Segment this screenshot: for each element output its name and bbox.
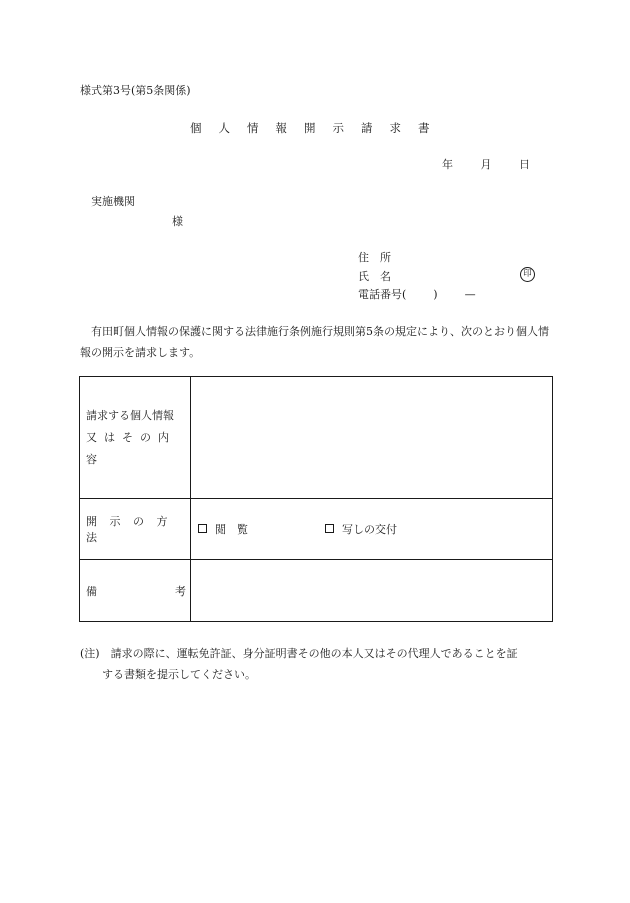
addressee-honorific: 様 xyxy=(172,215,183,228)
disclosure-method-label: 開示の方法 xyxy=(86,515,180,544)
phone-close-paren: ) xyxy=(433,288,438,301)
seal-icon: 印 xyxy=(520,267,535,282)
note xyxy=(80,643,552,685)
phone-dash: — xyxy=(464,288,476,301)
option-copy[interactable] xyxy=(325,521,397,537)
remarks-label-a: 備 xyxy=(86,584,97,598)
requested-info-field[interactable] xyxy=(191,377,553,499)
note-line1: (注) 請求の際に、運転免許証、身分証明書その他の本人又はその代理人であることを証 xyxy=(80,647,518,660)
checkbox-copy[interactable] xyxy=(325,524,334,533)
address-label: 住 所 xyxy=(358,251,391,264)
date-day: 日 xyxy=(519,158,530,171)
requested-info-label-line2: 又はその内容 xyxy=(86,430,176,466)
note-line2: する書類を提示してください。 xyxy=(102,668,256,681)
request-statement: 有田町個人情報の保護に関する法律施行条例施行規則第5条の規定により、次のとおり個人情報の開示を請求します。 xyxy=(80,325,549,359)
option-view[interactable] xyxy=(198,521,248,537)
remarks-label-b: 考 xyxy=(175,584,186,598)
addressee-org: 実施機関 xyxy=(91,195,135,208)
disclosure-method-label-cell xyxy=(80,499,191,560)
name-label: 氏 名 xyxy=(358,269,391,283)
page-title: 個人情報開示請求書 xyxy=(190,121,447,135)
date-month: 月 xyxy=(480,158,492,171)
remarks-label-cell xyxy=(80,560,191,622)
option-view-label: 閲 覧 xyxy=(215,523,248,536)
date-year: 年 xyxy=(442,158,453,171)
requested-info-label-line1: 請求する個人情報 xyxy=(86,408,174,422)
requested-info-label-cell xyxy=(80,377,191,499)
disclosure-method-field xyxy=(191,499,553,560)
phone-label: 電話番号( xyxy=(358,288,407,301)
date-line xyxy=(442,156,530,172)
form-number: 様式第3号(第5条関係) xyxy=(80,84,191,97)
checkbox-view[interactable] xyxy=(198,524,207,533)
request-table xyxy=(79,376,553,622)
option-copy-label: 写しの交付 xyxy=(342,523,397,536)
applicant-block xyxy=(358,249,532,305)
remarks-field[interactable] xyxy=(191,560,553,622)
